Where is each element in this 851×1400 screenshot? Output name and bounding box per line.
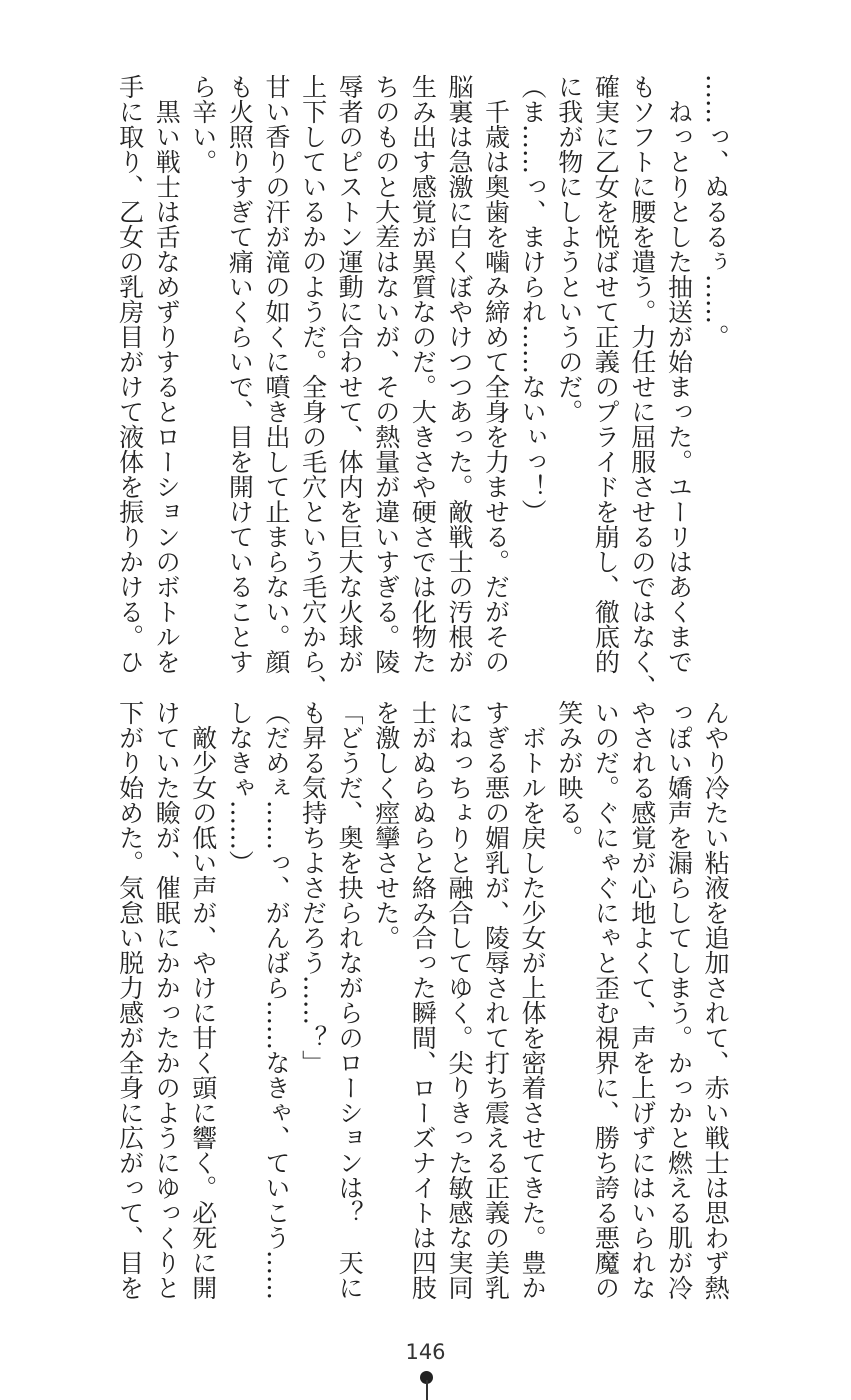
text-column: 士がぬらぬらと絡み合った瞬間、ローズナイトは四肢: [408, 700, 438, 1300]
text-column: っぽい嬌声を漏らしてしまう。かっかと燃える肌が冷: [664, 700, 694, 1300]
page-marker-line: [426, 1380, 428, 1400]
text-column: ねっとりとした抽送が始まった。ユーリはあくまで: [664, 74, 694, 674]
text-column: 生み出す感覚が異質なのだ。大きさや硬さでは化物た: [408, 74, 438, 674]
text-column: やされる感覚が心地よくて、声を上げずにはいられな: [627, 700, 657, 1300]
text-column: いのだ。ぐにゃぐにゃと歪む視界に、勝ち誇る悪魔の: [591, 700, 621, 1300]
bottom-text-block: [111, 700, 733, 1312]
text-column: を激しく痙攣させた。: [371, 700, 401, 950]
text-column: （ま……っ、まけられ……ないぃっ！）: [518, 74, 548, 524]
text-column: ら辛い。: [188, 74, 218, 174]
text-column: ちのものと大差はないが、その熱量が違いすぎる。陵: [371, 74, 401, 674]
text-column: にねっちょりと融合してゆく。尖りきった敏感な実同: [444, 700, 474, 1300]
text-column: も昇る気持ちよさだろう……？」: [298, 700, 328, 1075]
text-column: も火照りすぎて痛いくらいで、目を開けていることす: [225, 74, 255, 674]
text-column: 確実に乙女を悦ばせて正義のプライドを崩し、徹底的: [591, 74, 621, 674]
text-column: 黒い戦士は舌なめずりするとローションのボトルを: [152, 74, 182, 674]
text-column: 甘い香りの汗が滝の如くに噴き出して止まらない。顔: [261, 74, 291, 674]
text-column: すぎる悪の媚乳が、陵辱されて打ち震える正義の美乳: [481, 700, 511, 1300]
text-column: もソフトに腰を遣う。力任せに屈服させるのではなく、: [627, 74, 657, 699]
text-column: 千歳は奥歯を噛み締めて全身を力ませる。だがその: [481, 74, 511, 674]
page-number: 146: [405, 1340, 446, 1364]
text-column: しなきゃ……）: [225, 700, 255, 875]
text-column: 脳裏は急激に白くぼやけつつあった。敵戦士の汚根が: [444, 74, 474, 674]
text-column: 下がり始めた。気怠い脱力感が全身に広がって、目を: [115, 700, 145, 1300]
text-column: に我が物にしようというのだ。: [554, 74, 584, 424]
top-text-block: [111, 74, 733, 699]
text-column: 上下しているかのようだ。全身の毛穴という毛穴から、: [298, 74, 328, 699]
text-column: 笑みが映る。: [554, 700, 584, 850]
text-column: 辱者のピストン運動に合わせて、体内を巨大な火球が: [335, 74, 365, 674]
text-column: ……っ、ぬるるぅ……。: [701, 74, 731, 349]
text-column: 「どうだ、奥を抉られながらのローションは？ 天に: [335, 700, 365, 1300]
text-column: 敵少女の低い声が、やけに甘く頭に響く。必死に開: [188, 700, 218, 1300]
text-column: 手に取り、乙女の乳房目がけて液体を振りかける。ひ: [115, 74, 145, 674]
text-column: んやり冷たい粘液を追加されて、赤い戦士は思わず熱: [701, 700, 731, 1300]
text-column: けていた瞼が、催眠にかかったかのようにゆっくりと: [152, 700, 182, 1300]
text-column: ボトルを戻した少女が上体を密着させてきた。豊か: [518, 700, 548, 1300]
text-column: （だめぇ……っ、がんばら……なきゃ、ていこう……: [261, 700, 291, 1300]
